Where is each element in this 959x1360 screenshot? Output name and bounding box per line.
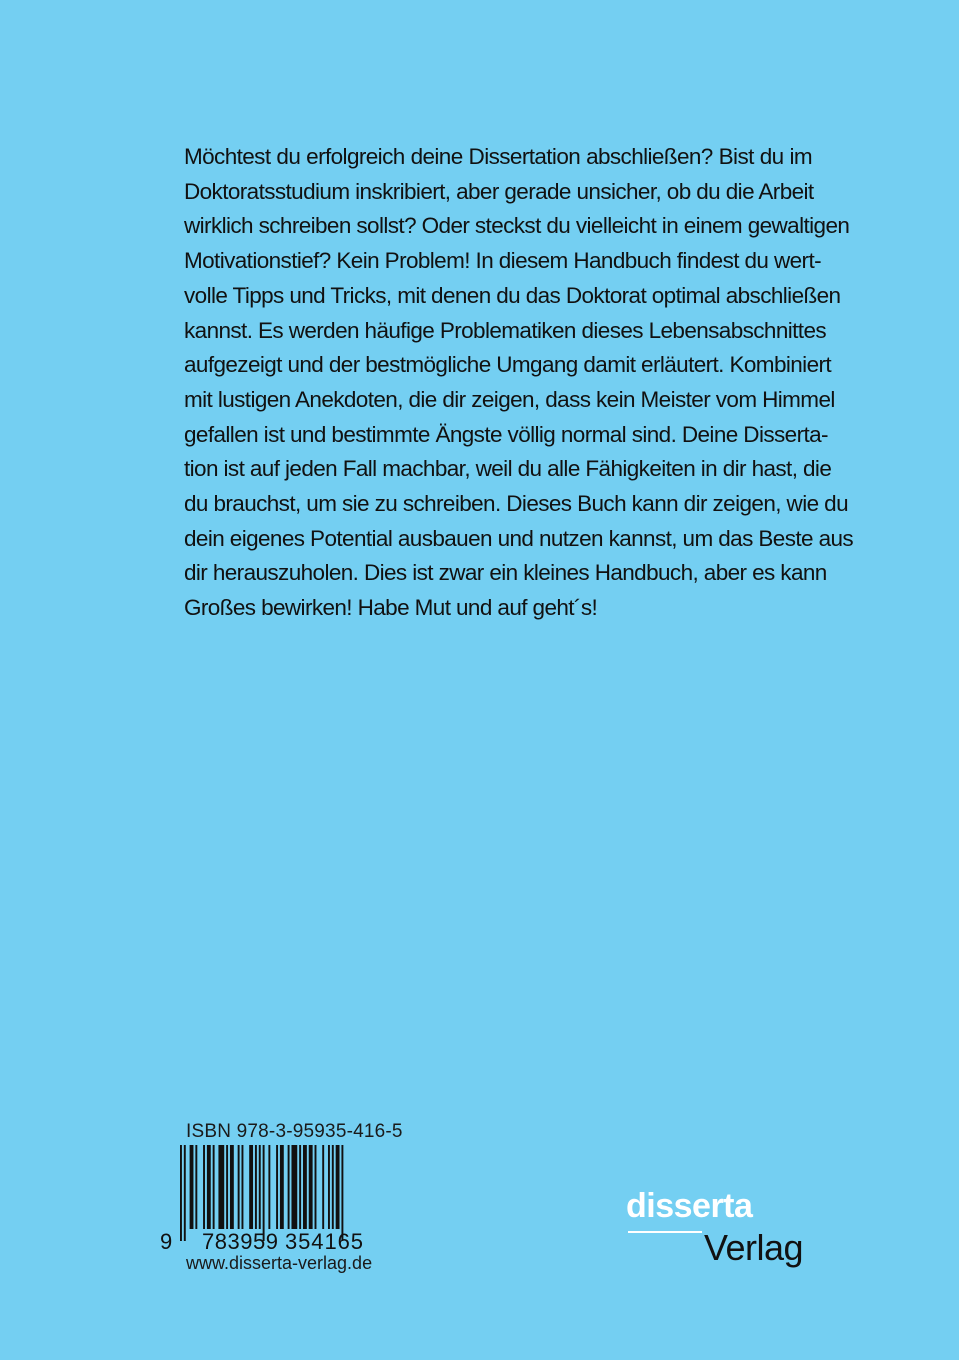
barcode-bar	[309, 1145, 313, 1229]
blurb-line: dir herauszuholen. Dies ist zwar ein kleines Handbuch, aber es kann	[184, 560, 827, 586]
barcode-bar	[328, 1145, 330, 1229]
publisher-website: www.disserta-verlag.de	[186, 1253, 373, 1273]
blurb-line: mit lustigen Anekdoten, die dir zeigen, dass kein Meister vom Himmel	[184, 386, 835, 412]
blurb-line: gefallen ist und bestimmte Ängste völlig normal sind. Deine Disserta-	[184, 421, 828, 447]
barcode-bar	[213, 1145, 215, 1229]
blurb-line: wirklich schreiben sollst? Oder steckst du vielleicht in einem gewaltigen	[184, 213, 850, 239]
blurb-line: Großes bewirken! Habe Mut und auf geht´s!	[184, 595, 598, 621]
barcode-bar	[263, 1145, 265, 1241]
logo-divider	[628, 1231, 702, 1233]
barcode-bar	[322, 1145, 324, 1229]
blurb-line: dein eigenes Potential ausbauen und nutzen kannst, um das Beste aus	[184, 525, 854, 551]
blurb-line: Doktoratsstudium inskribiert, aber gerade unsicher, ob du die Arbeit	[184, 178, 814, 204]
barcode-bar	[299, 1145, 301, 1229]
barcode-bar	[230, 1145, 234, 1229]
blurb-line: du brauchst, um sie zu schreiben. Dieses Buch kann dir zeigen, wie du	[184, 491, 848, 517]
barcode-bar	[249, 1145, 253, 1229]
barcode-bar	[280, 1145, 284, 1229]
barcode-graphic	[158, 1145, 388, 1251]
barcode-bar	[268, 1145, 270, 1229]
barcode-bar	[242, 1145, 244, 1229]
barcode-bar	[190, 1145, 194, 1229]
barcode-bar	[303, 1145, 307, 1229]
barcode-bar	[336, 1145, 340, 1229]
barcode-bar	[180, 1145, 182, 1241]
blurb-line: volle Tipps und Tricks, mit denen du das Doktorat optimal abschließen	[184, 282, 841, 308]
barcode-bar	[218, 1145, 224, 1229]
barcode-bar	[291, 1145, 297, 1229]
logo-wordmark-disserta: disserta	[626, 1187, 753, 1225]
barcode-bar	[332, 1145, 334, 1229]
barcode-bar	[184, 1145, 186, 1241]
barcode	[158, 1145, 388, 1251]
barcode-digits-right: 354165	[285, 1229, 363, 1251]
back-cover-blurb	[184, 140, 854, 626]
barcode-bar	[203, 1145, 205, 1229]
barcode-digits-left: 783959	[202, 1229, 278, 1251]
barcode-bar	[226, 1145, 228, 1229]
barcode-bar	[255, 1145, 257, 1229]
barcode-bar	[259, 1145, 261, 1229]
blurb-line: aufgezeigt und der bestmögliche Umgang damit erläutert. Kombiniert	[184, 352, 832, 378]
blurb-line: Möchtest du erfolgreich deine Dissertation abschließen? Bist du im	[184, 144, 812, 169]
barcode-bar	[315, 1145, 317, 1229]
barcode-digit-first: 9	[160, 1229, 173, 1251]
blurb-line: Motivationstief? Kein Problem! In diesem Handbuch findest du wert-	[184, 248, 821, 274]
barcode-bars	[180, 1145, 343, 1241]
barcode-bar	[207, 1145, 211, 1229]
barcode-bar	[288, 1145, 290, 1229]
barcode-bar	[195, 1145, 197, 1229]
blurb-line: tion ist auf jeden Fall machbar, weil du alle Fähigkeiten in dir hast, die	[184, 456, 832, 482]
barcode-bar	[276, 1145, 278, 1229]
barcode-bar	[238, 1145, 240, 1229]
barcode-bar	[341, 1145, 343, 1241]
blurb-line: kannst. Es werden häufige Problematiken dieses Lebensabschnittes	[184, 317, 827, 343]
isbn-label: ISBN 978-3-95935-416-5	[186, 1121, 403, 1142]
publisher-logo	[626, 1188, 826, 1278]
logo-wordmark-verlag: Verlag	[704, 1227, 804, 1268]
